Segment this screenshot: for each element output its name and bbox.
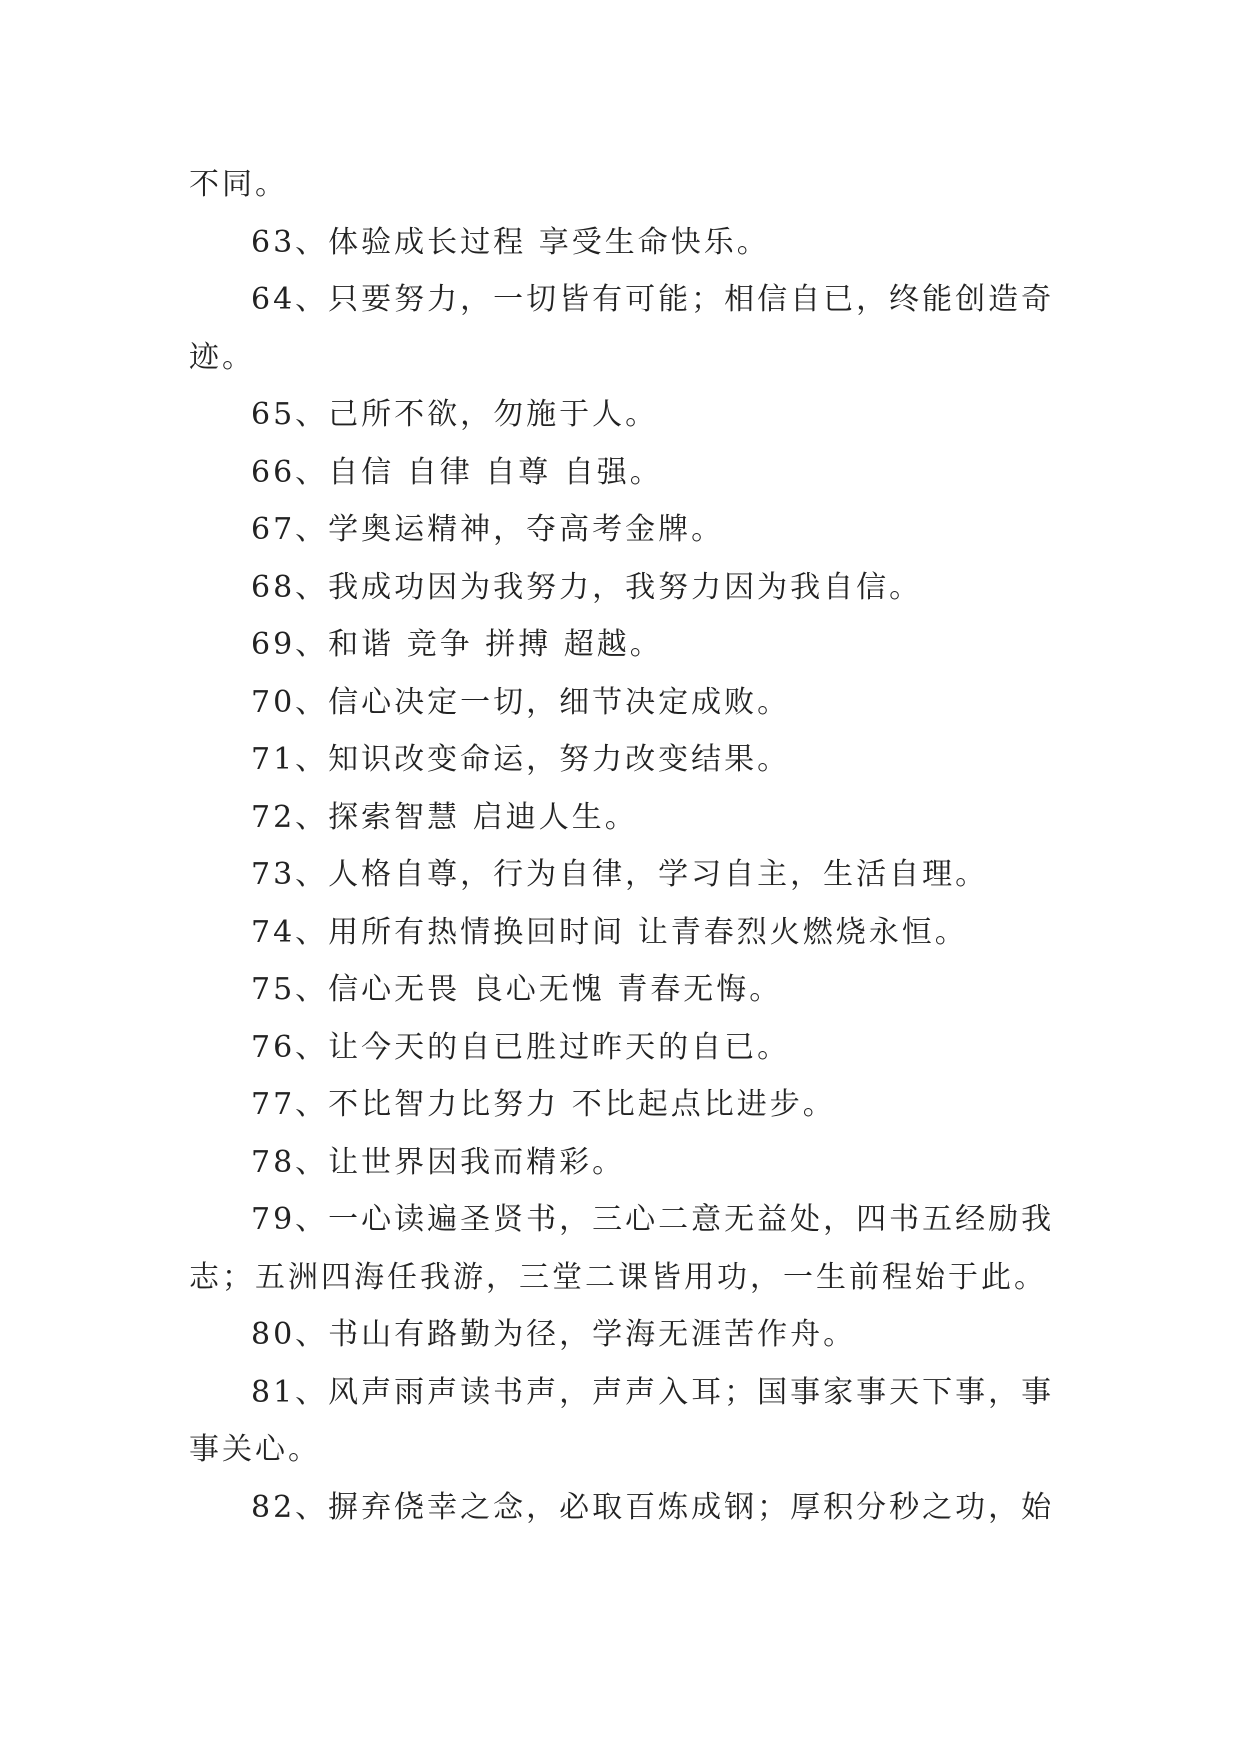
paragraph-68: 68、我成功因为我努力，我努力因为我自信。: [251, 569, 923, 605]
paragraph-82: 82、摒弃侥幸之念，必取百炼成钢；厚积分秒之功，始: [251, 1489, 1055, 1525]
paragraph-continuation: 不同。: [189, 167, 288, 202]
paragraph-66: 66、自信 自律 自尊 自强。: [251, 454, 663, 490]
paragraph-72: 72、探索智慧 启迪人生。: [251, 799, 638, 835]
paragraph-75: 75、信心无畏 良心无愧 青春无悔。: [251, 972, 783, 1007]
paragraph-81: 81、风声雨声读书声，声声入耳；国事家事天下事，事事关心。: [189, 1374, 1055, 1467]
paragraph-74: 74、用所有热情换回时间 让青春烈火燃烧永恒。: [251, 914, 968, 950]
paragraph-76: 76、让今天的自已胜过昨天的自已。: [251, 1029, 791, 1065]
paragraph-69: 69、和谐 竞争 拼搏 超越。: [251, 627, 663, 662]
paragraph-67: 67、学奥运精神，夺高考金牌。: [251, 512, 725, 547]
paragraph-80: 80、书山有路勤为径，学海无涯苦作舟。: [251, 1317, 857, 1352]
paragraph-77: 77、不比智力比努力 不比起点比进步。: [251, 1087, 836, 1122]
document-body: [189, 156, 1069, 1536]
paragraph-65: 65、己所不欲，勿施于人。: [251, 397, 659, 432]
paragraph-70: 70、信心决定一切，细节决定成败。: [251, 684, 791, 720]
paragraph-63: 63、体验成长过程 享受生命快乐。: [251, 224, 770, 260]
paragraph-73: 73、人格自尊，行为自律，学习自主，生活自理。: [251, 857, 989, 892]
paragraph-71: 71、知识改变命运，努力改变结果。: [251, 742, 791, 777]
paragraph-78: 78、让世界因我而精彩。: [251, 1144, 626, 1180]
paragraph-79: 79、一心读遍圣贤书，三心二意无益处，四书五经励我志；五洲四海任我游，三堂二课皆用功，一生前程始于此。: [189, 1202, 1055, 1295]
paragraph-64: 64、只要努力，一切皆有可能；相信自已，终能创造奇迹。: [189, 282, 1055, 375]
